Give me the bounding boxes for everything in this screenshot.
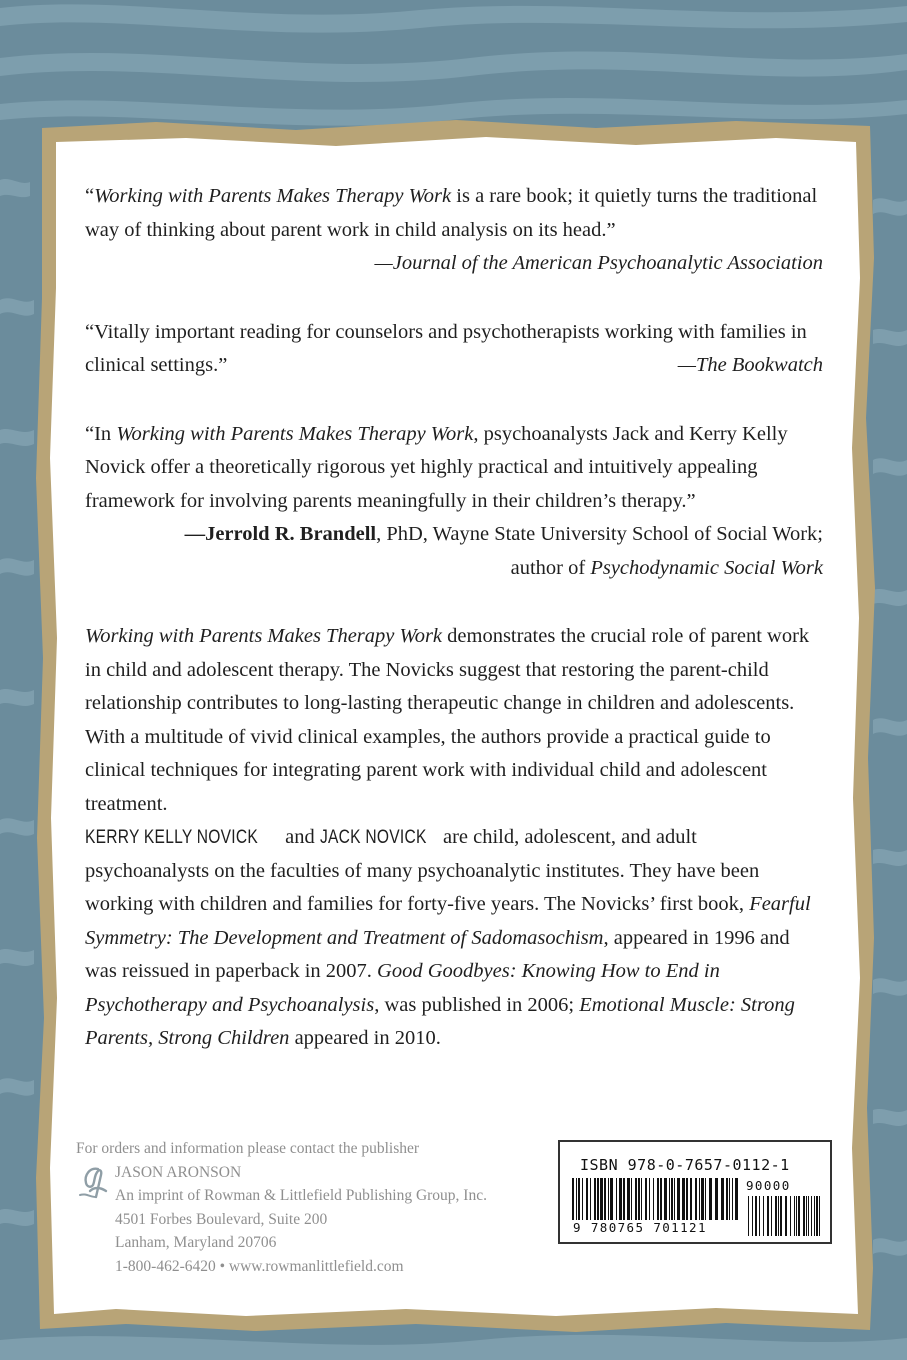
publisher-address-line1: 4501 Forbes Boulevard, Suite 200 — [115, 1210, 328, 1228]
review-quote-2 — [85, 316, 823, 383]
source-name: —Journal of the American Psychoanalytic Association — [374, 252, 823, 274]
bio-text: appeared in 2010. — [289, 1027, 441, 1049]
bio-and: and — [279, 826, 320, 848]
bio-text: , was published in 2006; — [374, 993, 580, 1016]
quote-source — [85, 518, 823, 552]
quote-open: “In — [85, 422, 117, 445]
author-bio — [85, 821, 823, 1056]
quote-body: , psychoanalysts Jack and Kerry Kelly Novick offer a theoretically rigorous yet highly practical and intuitively appealing framework for involving parents meaningfully in their children’s therapy.” — [85, 422, 788, 512]
publisher-phone-web: 1-800-462-6420 • www.rowmanlittlefield.com — [115, 1257, 404, 1275]
quote-text: “Vitally important reading for counselors and psychotherapists working with families in clinical settings.” — [85, 320, 807, 376]
publisher-name: JASON ARONSON — [115, 1163, 242, 1181]
source-name: —Jerrold R. Brandell — [184, 523, 377, 545]
quote-source-line2 — [85, 552, 823, 586]
bio-book-title: Fearful Symmetry: The Development and Treatment of Sadomasochism — [85, 893, 811, 949]
description-body: demonstrates the crucial role of parent work in child and adolescent therapy. The Novicks suggest that restoring the parent-child relationship contributes to long-lasting therapeutic change in children and adolescents. With a multitude of vivid clinical examples, the authors provide a practical guide to clinical techniques for integrating parent work with individual child and adolescent treatment. — [85, 625, 810, 815]
review-quote-3 — [85, 418, 823, 586]
bio-text: , appeared in 1996 and was reissued in paperback in 2007. — [85, 926, 790, 982]
isbn-barcode — [558, 1140, 832, 1244]
bio-book-title: Good Goodbyes: Knowing How to End in Psychotherapy and Psychoanalysis — [85, 960, 720, 1016]
ja-monogram-icon — [76, 1163, 110, 1203]
author-name-2: JACK NOVICK — [319, 827, 427, 848]
source-name: —The Bookwatch — [677, 354, 823, 376]
isbn-text: ISBN 978-0-7657-0112-1 — [580, 1156, 790, 1174]
bio-text: are child, adolescent, and adult psychoanalysts on the faculties of many psychoanalytic institutes. They have been working with children and families for forty-five years. The Novicks’ first book, — [85, 826, 760, 915]
book-title: Working with Parents Makes Therapy Work — [85, 625, 443, 647]
bio-book-title: Emotional Muscle: Strong Parents, Strong Children — [85, 993, 795, 1049]
quote-text — [85, 418, 823, 519]
ean-digits: 9 780765 701121 — [573, 1220, 707, 1235]
book-title: Working with Parents Makes Therapy Work — [116, 422, 474, 445]
review-quote-1 — [85, 180, 823, 281]
source-author-of: author of — [510, 556, 591, 579]
quote-body: is a rare book; it quietly turns the traditional way of thinking about parent work in child analysis on its head.” — [85, 185, 818, 241]
book-description — [85, 620, 823, 821]
author-name-1: KERRY KELLY NOVICK — [85, 827, 259, 848]
book-title: Working with Parents Makes Therapy Work — [94, 185, 452, 207]
quote-source — [85, 247, 823, 281]
price-addon-digits: 90000 — [746, 1178, 791, 1193]
source-affiliation: , PhD, Wayne State University School of Social Work; — [376, 523, 823, 545]
publisher-address-line2: Lanham, Maryland 20706 — [115, 1234, 277, 1251]
cover-text — [85, 180, 823, 1056]
publisher-imprint: An imprint of Rowman & Littlefield Publishing Group, Inc. — [115, 1187, 487, 1204]
source-book: Psychodynamic Social Work — [590, 556, 823, 579]
quote-text: “Working with Parents Makes Therapy Work is a rare book; it quietly turns the traditional way of thinking about parent work in child analysis on its head.” — [85, 185, 818, 241]
publisher-contact: For orders and information please contact the publisher — [76, 1140, 420, 1157]
publisher-info — [76, 1137, 546, 1278]
